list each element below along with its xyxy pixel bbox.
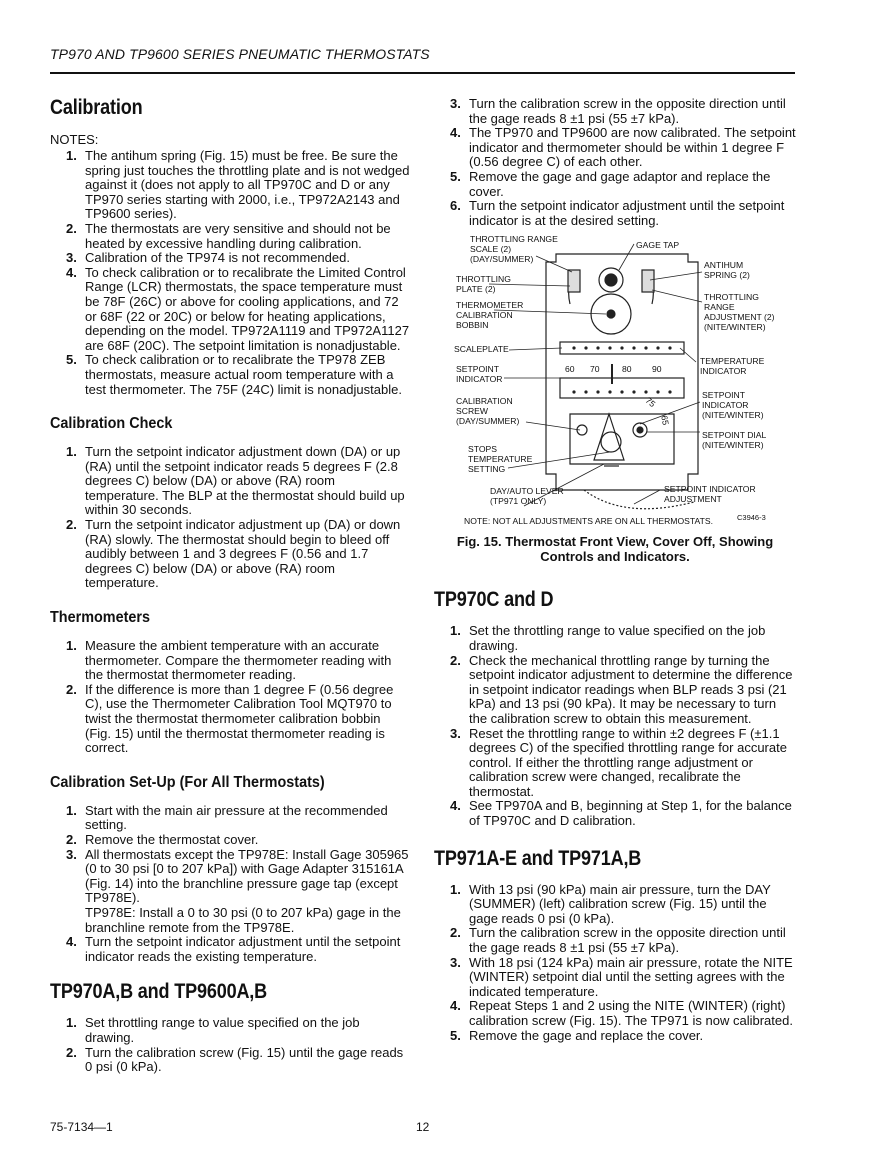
list-item: 1. Start with the main air pressure at the recommended setting. bbox=[66, 802, 388, 833]
stops-temperature-setting-label: STOPS TEMPERATURE SETTING bbox=[468, 444, 533, 475]
setpoint-dial-label: SETPOINT DIAL (NITE/WINTER) bbox=[702, 430, 766, 451]
list-item: 4. The TP970 and TP9600 are now calibrated. The setpoint indicator and thermometer should be within 1 degree F (0.56 degree C) of each other. bbox=[450, 125, 796, 170]
list-item: 1. Measure the ambient temperature with an accurate thermometer. Compare the thermometer reading with the thermostat thermometer reading. bbox=[66, 638, 392, 683]
scale-label-70: 70 bbox=[590, 364, 600, 375]
throttling-range-scale-label: THROTTLING RANGE SCALE (2) (DAY/SUMMER) bbox=[470, 234, 558, 265]
antihum-spring-label: ANTIHUM SPRING (2) bbox=[704, 260, 750, 281]
tp971-list bbox=[434, 883, 796, 1044]
list-item: 1. Set throttling range to value specified on the job drawing. bbox=[66, 1015, 360, 1045]
list-item: 6. Turn the setpoint indicator adjustment until the setpoint indicator is at the desired setting. bbox=[450, 198, 785, 228]
tp970ab-list-part2 bbox=[434, 97, 796, 228]
list-item: 4. Turn the setpoint indicator adjustment until the setpoint indicator reads the existing temperature. bbox=[66, 934, 401, 964]
list-item: 3. Reset the throttling range to within ±2 degrees F (±1.1 degrees C) of the specified throttling range for accurate control. If either the throttling range adjustment or calibration screw were changed, recalibrate the thermostat. bbox=[450, 725, 787, 799]
notes-label: NOTES: bbox=[50, 132, 99, 147]
scale-label-90: 90 bbox=[652, 364, 662, 375]
calibration-notes-list bbox=[50, 149, 410, 397]
gage-tap-label: GAGE TAP bbox=[636, 240, 680, 251]
figure-caption: Fig. 15. Thermostat Front View, Cover Off, Showing Controls and Indicators. bbox=[456, 534, 774, 565]
list-item: 1. Set the throttling range to value specified on the job drawing. bbox=[450, 623, 766, 653]
list-item: 2. Turn the calibration screw in the opposite direction until the gage reads 8 ±1 psi (55 ±7 kPa). bbox=[450, 925, 786, 956]
scale-label-60: 60 bbox=[565, 364, 575, 375]
scaleplate-label: SCALEPLATE bbox=[454, 344, 509, 355]
thermometers-heading: Thermometers bbox=[50, 609, 151, 627]
list-item: 5. Remove the gage and replace the cover. bbox=[450, 1027, 704, 1043]
list-item: 5. Remove the gage and gage adaptor and replace the cover. bbox=[450, 168, 771, 199]
thermometers-list bbox=[50, 639, 410, 756]
dial-label-65: 65 bbox=[659, 415, 671, 427]
throttling-plate-label: THROTTLING PLATE (2) bbox=[456, 274, 511, 295]
list-item: 4. See TP970A and B, beginning at Step 1, for the balance of TP970C and D calibration. bbox=[450, 798, 792, 829]
left-column bbox=[50, 96, 410, 1075]
tp970cd-list bbox=[434, 624, 796, 828]
tp970ab-heading: TP970A,B and TP9600A,B bbox=[50, 980, 268, 1004]
list-item: 3. Turn the calibration screw in the opposite direction until the gage reads 8 ±1 psi (55 ±7 kPa). bbox=[450, 96, 786, 126]
setpoint-indicator-nite-label: SETPOINT INDICATOR (NITE/WINTER) bbox=[702, 390, 764, 421]
running-header: TP970 AND TP9600 SERIES PNEUMATIC THERMOSTATS bbox=[50, 46, 430, 62]
thermometer-calibration-bobbin-label: THERMOMETER CALIBRATION BOBBIN bbox=[456, 300, 524, 331]
scale-label-80: 80 bbox=[622, 364, 632, 375]
figure-note: NOTE: NOT ALL ADJUSTMENTS ARE ON ALL THERMOSTATS. bbox=[464, 516, 713, 527]
list-item: 1. With 13 psi (90 kPa) main air pressure, turn the DAY (SUMMER) (left) calibration screw (Fig. 15) until the gage reads 0 psi (0 kPa). bbox=[450, 881, 771, 926]
calibration-check-list bbox=[50, 445, 410, 591]
header-rule bbox=[50, 72, 795, 74]
list-item: 1. The antihum spring (Fig. 15) must be free. Be sure the spring just touches the throttling plate and is not wedged against it (does not apply to all TP970C and D or any TP970 series starting with 2000, i.e., TP972A2143 and TP9600 series). bbox=[66, 148, 410, 222]
list-item: 2. Remove the thermostat cover. bbox=[66, 831, 259, 847]
footer-doc-number: 75-7134—1 bbox=[50, 1120, 113, 1134]
list-item: 2. Turn the calibration screw (Fig. 15) until the gage reads 0 psi (0 kPa). bbox=[66, 1044, 404, 1075]
list-item: 3. Calibration of the TP974 is not recommended. bbox=[66, 250, 350, 266]
setup-list bbox=[50, 804, 410, 965]
footer-page-number: 12 bbox=[416, 1120, 430, 1134]
figure-code: C3946-3 bbox=[737, 513, 766, 523]
setup-heading: Calibration Set-Up (For All Thermostats) bbox=[50, 773, 325, 791]
thermostat-front-view-diagram bbox=[434, 234, 796, 534]
day-auto-lever-label: DAY/AUTO LEVER (TP971 ONLY) bbox=[490, 486, 564, 507]
tp971-heading: TP971A-E and TP971A,B bbox=[434, 846, 642, 870]
list-item: 3. All thermostats except the TP978E: Install Gage 305965 (0 to 30 psi [0 to 207 kPa]) with Gage Adapter 315161A (Fig. 14) into the branchline pressure gage tap (except TP978E). TP978E: Install a 0 to 30 psi (0 to 207 kPa) gage in the branchline remote from the TP978E. bbox=[66, 846, 409, 935]
list-item: 2. If the difference is more than 1 degree F (0.56 degree C), use the Thermometer Calibration Tool MQT970 to twist the thermostat thermometer calibration bobbin (Fig. 15) until the thermostat thermometer reading is correct. bbox=[66, 681, 394, 756]
setpoint-indicator-adjustment-label: SETPOINT INDICATOR ADJUSTMENT bbox=[664, 484, 756, 505]
list-item: 3. With 18 psi (124 kPa) main air pressure, rotate the NITE (WINTER) setpoint dial until the setting agrees with the indicated temperature. bbox=[450, 954, 793, 999]
temperature-indicator-label: TEMPERATURE INDICATOR bbox=[700, 356, 765, 377]
calibration-heading: Calibration bbox=[50, 96, 143, 119]
list-item: 4. Repeat Steps 1 and 2 using the NITE (WINTER) (right) calibration screw (Fig. 15). The TP971 is now calibrated. bbox=[450, 998, 793, 1028]
list-item: 2. Check the mechanical throttling range by turning the setpoint indicator adjustment to determine the difference in setpoint indicator readings when BLP reads 3 psi (21 kPa) and 13 psi (90 kPa). It may be necessary to turn the calibration screw to obtain this measurement. bbox=[450, 652, 793, 726]
list-item: 2. The thermostats are very sensitive and should not be heated by excessive handling during calibration. bbox=[66, 220, 391, 251]
dial-label-75: 75 bbox=[643, 395, 658, 410]
calibration-screw-label: CALIBRATION SCREW (DAY/SUMMER) bbox=[456, 396, 520, 427]
calibration-check-heading: Calibration Check bbox=[50, 415, 173, 433]
list-item: 2. Turn the setpoint indicator adjustment up (DA) or down (RA) slowly. The thermostat should begin to bleed off audibly between 1 and 3 degrees F (0.56 and 1.7 degrees C) below (DA) or above (RA) room temperature. bbox=[66, 517, 401, 591]
setpoint-indicator-label: SETPOINT INDICATOR bbox=[456, 364, 503, 385]
tp970cd-heading: TP970C and D bbox=[434, 588, 554, 612]
figure-15-diagram bbox=[434, 234, 796, 534]
right-column bbox=[434, 97, 796, 1043]
tp970ab-list-part1 bbox=[50, 1016, 410, 1074]
throttling-range-adjustment-label: THROTTLING RANGE ADJUSTMENT (2) (NITE/WINTER) bbox=[704, 292, 775, 333]
list-item: 5. To check calibration or to recalibrate the TP978 ZEB thermostats, measure actual room temperature with a test thermometer. The 75F (24C) limit is nonadjustable. bbox=[66, 352, 402, 397]
list-item: 4. To check calibration or to recalibrate the Limited Control Range (LCR) thermostats, the space temperature must be 78F (26C) or above for cooling applications, and 72 or 68F (22 or 20C) or below for heating applications, depending on the model. TP972A1119 and TP972A1127 are 68F (20C). The setpoint limitation is nonadjustable. bbox=[66, 264, 410, 353]
list-item: 1. Turn the setpoint indicator adjustment down (DA) or up (RA) until the setpoint indicator reads 5 degrees F (2.8 degrees C) below (DA) or above (RA) room temperature. The BLP at the thermostat should build up within 30 seconds. bbox=[66, 444, 405, 518]
